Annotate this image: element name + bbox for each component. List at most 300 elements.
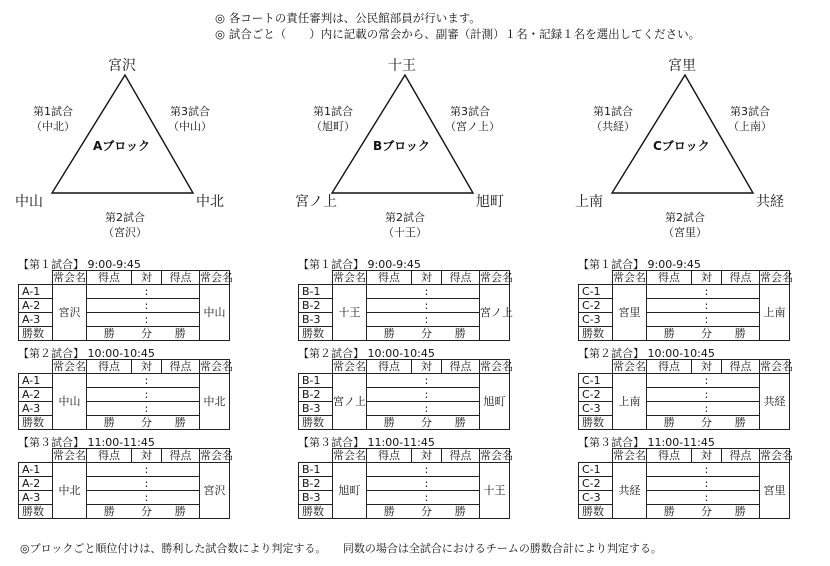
score-table — [18, 359, 233, 430]
game-row — [579, 477, 790, 491]
score-table — [298, 359, 513, 430]
left-score-input[interactable] — [87, 285, 132, 299]
right-score-input[interactable] — [722, 477, 760, 491]
game-label: A-3 — [19, 491, 53, 505]
edge-match-title: 第2試合 — [665, 211, 705, 224]
team-header: 常会名 — [480, 360, 513, 373]
game-row — [299, 313, 510, 327]
colon: : — [692, 402, 722, 416]
edge-match-title: 第3試合 — [730, 105, 770, 118]
game-row — [299, 374, 510, 388]
edge-match-title: 第1試合 — [33, 105, 73, 118]
score-table — [298, 448, 513, 519]
edge-match-title: 第3試合 — [450, 105, 490, 118]
game-label: A-1 — [19, 374, 53, 388]
colon: : — [692, 491, 722, 505]
right-score-input[interactable] — [162, 285, 200, 299]
vs-header: 対 — [692, 360, 722, 374]
right-team: 宮沢 — [200, 463, 230, 519]
left-score-input[interactable] — [367, 402, 412, 416]
game-row — [579, 388, 790, 402]
game-label: A-2 — [19, 299, 53, 313]
left-team: 宮ノ上 — [333, 374, 367, 430]
left-team: 中北 — [53, 463, 87, 519]
wins-row — [579, 327, 790, 341]
vs-header: 対 — [412, 449, 442, 463]
right-team: 共経 — [760, 374, 790, 430]
left-score-input[interactable] — [367, 463, 412, 477]
colon: : — [412, 463, 442, 477]
game-label: C-3 — [579, 491, 613, 505]
left-team: 十王 — [333, 285, 367, 341]
game-row — [579, 402, 790, 416]
left-score-input[interactable] — [367, 313, 412, 327]
team-header: 常会名 — [200, 271, 233, 284]
left-score-input[interactable] — [367, 491, 412, 505]
ranking-note: ◎ブロックごと順位付けは、勝利した試合数により判定する。 同数の場合は全試合におけるチームの勝数合計により判定する。 — [20, 542, 662, 555]
draw-cell: 分 — [412, 327, 442, 341]
points-header: 得点 — [442, 360, 480, 374]
points-header: 得点 — [162, 271, 200, 285]
left-team: 上南 — [613, 374, 647, 430]
left-score-input[interactable] — [647, 463, 692, 477]
edge-referee-team: （宮ノ上） — [445, 120, 500, 133]
wins-label: 勝数 — [299, 416, 333, 430]
colon: : — [132, 374, 162, 388]
score-table — [578, 270, 793, 341]
colon: : — [692, 299, 722, 313]
edge-referee-team: （宮里） — [663, 226, 707, 239]
left-score-input[interactable] — [87, 491, 132, 505]
header-row — [299, 360, 510, 374]
wins-label: 勝数 — [19, 327, 53, 341]
match-edge-label — [28, 104, 78, 134]
right-score-input[interactable] — [722, 285, 760, 299]
corner-cell — [579, 271, 613, 285]
game-row — [579, 463, 790, 477]
right-score-input[interactable] — [162, 299, 200, 313]
wins-row — [579, 416, 790, 430]
header-row — [19, 360, 230, 374]
left-score-input[interactable] — [367, 477, 412, 491]
game-label: C-1 — [579, 374, 613, 388]
match-title: 【第３試合】 11:00-11:45 — [578, 436, 715, 449]
points-header: 得点 — [367, 449, 412, 463]
edge-referee-team: （中北） — [31, 120, 75, 133]
colon: : — [412, 313, 442, 327]
game-row — [579, 285, 790, 299]
game-label: A-1 — [19, 463, 53, 477]
game-row — [19, 402, 230, 416]
right-score-input[interactable] — [442, 491, 480, 505]
header-row — [299, 449, 510, 463]
right-score-input[interactable] — [722, 463, 760, 477]
left-score-input[interactable] — [87, 313, 132, 327]
win-cell: 勝 — [442, 416, 480, 430]
score-table — [298, 270, 513, 341]
match-edge-label — [445, 104, 500, 134]
game-row — [19, 477, 230, 491]
game-label: A-2 — [19, 477, 53, 491]
colon: : — [132, 477, 162, 491]
header-row — [579, 360, 790, 374]
left-score-input[interactable] — [87, 402, 132, 416]
edge-referee-team: （共経） — [591, 120, 635, 133]
win-cell: 勝 — [722, 327, 760, 341]
block-name: Bブロック — [373, 139, 430, 153]
right-score-input[interactable] — [162, 313, 200, 327]
right-team: 宮里 — [760, 463, 790, 519]
points-header: 得点 — [442, 271, 480, 285]
wins-row — [19, 416, 230, 430]
colon: : — [412, 477, 442, 491]
game-label: C-1 — [579, 463, 613, 477]
colon: : — [412, 374, 442, 388]
header-row — [19, 449, 230, 463]
colon: : — [692, 477, 722, 491]
game-label: B-2 — [299, 299, 333, 313]
team-top: 宮里 — [668, 58, 696, 74]
left-score-input[interactable] — [367, 299, 412, 313]
points-header: 得点 — [87, 449, 132, 463]
points-header: 得点 — [162, 360, 200, 374]
vs-header: 対 — [692, 449, 722, 463]
team-right: 中北 — [196, 194, 224, 210]
game-label: C-2 — [579, 299, 613, 313]
right-team: 十王 — [480, 463, 510, 519]
header-row — [299, 271, 510, 285]
game-row — [299, 402, 510, 416]
game-row — [19, 285, 230, 299]
left-score-input[interactable] — [647, 477, 692, 491]
score-table — [18, 448, 233, 519]
right-score-input[interactable] — [162, 402, 200, 416]
colon: : — [412, 388, 442, 402]
triangle-shape — [332, 75, 473, 193]
right-score-input[interactable] — [442, 285, 480, 299]
left-team: 共経 — [613, 463, 647, 519]
right-team: 中北 — [200, 374, 230, 430]
draw-cell: 分 — [412, 505, 442, 519]
game-label: A-1 — [19, 285, 53, 299]
left-score-input[interactable] — [367, 388, 412, 402]
right-team: 中山 — [200, 285, 230, 341]
points-header: 得点 — [87, 360, 132, 374]
header-row — [579, 449, 790, 463]
colon: : — [132, 402, 162, 416]
points-header: 得点 — [647, 271, 692, 285]
match-title: 【第２試合】 10:00-10:45 — [18, 347, 155, 360]
wins-row — [19, 327, 230, 341]
points-header: 得点 — [367, 360, 412, 374]
match-edge-label — [100, 210, 150, 240]
header-row — [19, 271, 230, 285]
game-row — [299, 491, 510, 505]
left-score-input[interactable] — [647, 491, 692, 505]
edge-match-title: 第2試合 — [105, 211, 145, 224]
edge-match-title: 第2試合 — [385, 211, 425, 224]
win-cell: 勝 — [722, 505, 760, 519]
match-edge-label — [588, 104, 638, 134]
right-score-input[interactable] — [442, 299, 480, 313]
edge-referee-team: （宮沢） — [103, 226, 147, 239]
wins-label: 勝数 — [19, 505, 53, 519]
game-row — [19, 313, 230, 327]
win-cell: 勝 — [722, 416, 760, 430]
right-score-input[interactable] — [722, 374, 760, 388]
draw-cell: 分 — [692, 327, 722, 341]
colon: : — [692, 374, 722, 388]
corner-cell — [19, 360, 53, 374]
edge-referee-team: （旭町） — [311, 120, 355, 133]
block-name: Aブロック — [93, 139, 151, 153]
vs-header: 対 — [412, 271, 442, 285]
right-score-input[interactable] — [442, 374, 480, 388]
game-label: B-3 — [299, 313, 333, 327]
draw-cell: 分 — [692, 505, 722, 519]
team-header: 常会名 — [200, 449, 233, 462]
win-cell: 勝 — [442, 327, 480, 341]
game-label: C-2 — [579, 388, 613, 402]
right-score-input[interactable] — [722, 313, 760, 327]
left-team: 中山 — [53, 374, 87, 430]
triangle-shape — [52, 75, 193, 193]
win-cell: 勝 — [442, 505, 480, 519]
team-right: 共経 — [756, 194, 784, 210]
colon: : — [132, 313, 162, 327]
block-b — [280, 0, 550, 566]
wins-row — [579, 505, 790, 519]
team-left: 中山 — [15, 194, 43, 210]
points-header: 得点 — [442, 449, 480, 463]
left-score-input[interactable] — [367, 374, 412, 388]
colon: : — [132, 388, 162, 402]
game-row — [579, 313, 790, 327]
vs-header: 対 — [412, 360, 442, 374]
wins-label: 勝数 — [299, 327, 333, 341]
right-team: 旭町 — [480, 374, 510, 430]
game-label: B-3 — [299, 402, 333, 416]
right-score-input[interactable] — [722, 388, 760, 402]
match-edge-label — [660, 210, 710, 240]
score-table — [578, 359, 793, 430]
right-score-input[interactable] — [162, 491, 200, 505]
match-edge-label — [165, 104, 215, 134]
colon: : — [692, 463, 722, 477]
team-header: 常会名 — [53, 271, 86, 284]
wins-label: 勝数 — [299, 505, 333, 519]
match-edge-label — [308, 104, 358, 134]
match-edge-label — [725, 104, 775, 134]
left-score-input[interactable] — [367, 285, 412, 299]
draw-cell: 分 — [132, 416, 162, 430]
left-team: 旭町 — [333, 463, 367, 519]
left-team: 宮里 — [613, 285, 647, 341]
game-label: B-1 — [299, 463, 333, 477]
points-header: 得点 — [722, 360, 760, 374]
right-score-input[interactable] — [722, 491, 760, 505]
colon: : — [692, 285, 722, 299]
block-a — [0, 0, 270, 566]
left-score-input[interactable] — [647, 402, 692, 416]
left-score-input[interactable] — [647, 374, 692, 388]
game-label: B-3 — [299, 491, 333, 505]
colon: : — [412, 402, 442, 416]
corner-cell — [299, 449, 333, 463]
win-cell: 勝 — [87, 416, 132, 430]
win-cell: 勝 — [647, 327, 692, 341]
game-label: B-2 — [299, 477, 333, 491]
vs-header: 対 — [692, 271, 722, 285]
team-header: 常会名 — [480, 449, 513, 462]
edge-match-title: 第3試合 — [170, 105, 210, 118]
team-top: 十王 — [388, 58, 416, 74]
right-score-input[interactable] — [442, 477, 480, 491]
game-row — [19, 299, 230, 313]
right-score-input[interactable] — [442, 313, 480, 327]
right-score-input[interactable] — [722, 299, 760, 313]
points-header: 得点 — [722, 449, 760, 463]
points-header: 得点 — [367, 271, 412, 285]
team-header: 常会名 — [613, 449, 646, 462]
corner-cell — [299, 360, 333, 374]
block-name: Cブロック — [653, 139, 710, 153]
game-row — [579, 299, 790, 313]
colon: : — [132, 285, 162, 299]
left-score-input[interactable] — [87, 388, 132, 402]
right-score-input[interactable] — [162, 463, 200, 477]
instruction-note-2: ◎ 試合ごと（ ）内に記載の常会から、副審（計測）１名・記録１名を選出してください。 — [215, 27, 701, 41]
draw-cell: 分 — [132, 327, 162, 341]
left-score-input[interactable] — [87, 299, 132, 313]
colon: : — [132, 463, 162, 477]
colon: : — [692, 313, 722, 327]
wins-label: 勝数 — [19, 416, 53, 430]
corner-cell — [299, 271, 333, 285]
right-score-input[interactable] — [442, 388, 480, 402]
points-header: 得点 — [647, 360, 692, 374]
game-row — [299, 463, 510, 477]
team-header: 常会名 — [760, 449, 793, 462]
match-title: 【第２試合】 10:00-10:45 — [298, 347, 435, 360]
score-table — [578, 448, 793, 519]
corner-cell — [579, 360, 613, 374]
vs-header: 対 — [132, 360, 162, 374]
points-header: 得点 — [647, 449, 692, 463]
team-header: 常会名 — [480, 271, 513, 284]
game-label: A-3 — [19, 402, 53, 416]
win-cell: 勝 — [647, 416, 692, 430]
wins-row — [299, 327, 510, 341]
win-cell: 勝 — [162, 505, 200, 519]
left-score-input[interactable] — [87, 463, 132, 477]
game-label: B-2 — [299, 388, 333, 402]
game-label: C-2 — [579, 477, 613, 491]
team-header: 常会名 — [53, 360, 86, 373]
left-score-input[interactable] — [647, 313, 692, 327]
edge-referee-team: （中山） — [168, 120, 212, 133]
win-cell: 勝 — [162, 416, 200, 430]
wins-label: 勝数 — [579, 327, 613, 341]
match-edge-label — [380, 210, 430, 240]
team-header: 常会名 — [333, 449, 366, 462]
colon: : — [412, 491, 442, 505]
game-row — [19, 374, 230, 388]
right-score-input[interactable] — [442, 402, 480, 416]
right-score-input[interactable] — [162, 374, 200, 388]
game-label: C-3 — [579, 313, 613, 327]
vs-header: 対 — [132, 449, 162, 463]
wins-row — [19, 505, 230, 519]
right-score-input[interactable] — [162, 477, 200, 491]
triangle-shape — [612, 75, 753, 193]
left-score-input[interactable] — [647, 388, 692, 402]
left-score-input[interactable] — [87, 374, 132, 388]
match-title: 【第３試合】 11:00-11:45 — [18, 436, 155, 449]
points-header: 得点 — [722, 271, 760, 285]
team-top: 宮沢 — [108, 58, 136, 74]
left-score-input[interactable] — [647, 299, 692, 313]
colon: : — [412, 285, 442, 299]
match-title: 【第１試合】 9:00-9:45 — [298, 258, 421, 271]
game-row — [19, 388, 230, 402]
win-cell: 勝 — [367, 505, 412, 519]
left-score-input[interactable] — [87, 477, 132, 491]
right-score-input[interactable] — [162, 388, 200, 402]
colon: : — [132, 491, 162, 505]
team-header: 常会名 — [760, 271, 793, 284]
right-team: 宮ノ上 — [480, 285, 510, 341]
game-row — [19, 491, 230, 505]
win-cell: 勝 — [367, 416, 412, 430]
match-title: 【第３試合】 11:00-11:45 — [298, 436, 435, 449]
game-row — [579, 491, 790, 505]
game-label: C-3 — [579, 402, 613, 416]
game-label: A-3 — [19, 313, 53, 327]
right-score-input[interactable] — [442, 463, 480, 477]
wins-row — [299, 505, 510, 519]
corner-cell — [19, 449, 53, 463]
win-cell: 勝 — [647, 505, 692, 519]
colon: : — [412, 299, 442, 313]
edge-match-title: 第1試合 — [313, 105, 353, 118]
match-title: 【第１試合】 9:00-9:45 — [578, 258, 701, 271]
match-title: 【第１試合】 9:00-9:45 — [18, 258, 141, 271]
edge-match-title: 第1試合 — [593, 105, 633, 118]
block-c — [560, 0, 830, 566]
game-label: B-1 — [299, 285, 333, 299]
score-table — [18, 270, 233, 341]
edge-referee-team: （上南） — [728, 120, 772, 133]
game-row — [19, 463, 230, 477]
win-cell: 勝 — [162, 327, 200, 341]
points-header: 得点 — [162, 449, 200, 463]
corner-cell — [19, 271, 53, 285]
edge-referee-team: （十王） — [383, 226, 427, 239]
game-row — [299, 299, 510, 313]
team-header: 常会名 — [613, 360, 646, 373]
game-row — [299, 285, 510, 299]
corner-cell — [579, 449, 613, 463]
team-header: 常会名 — [333, 271, 366, 284]
left-team: 宮沢 — [53, 285, 87, 341]
right-score-input[interactable] — [722, 402, 760, 416]
team-right: 旭町 — [476, 194, 504, 210]
win-cell: 勝 — [87, 327, 132, 341]
team-header: 常会名 — [200, 360, 233, 373]
draw-cell: 分 — [412, 416, 442, 430]
left-score-input[interactable] — [647, 285, 692, 299]
